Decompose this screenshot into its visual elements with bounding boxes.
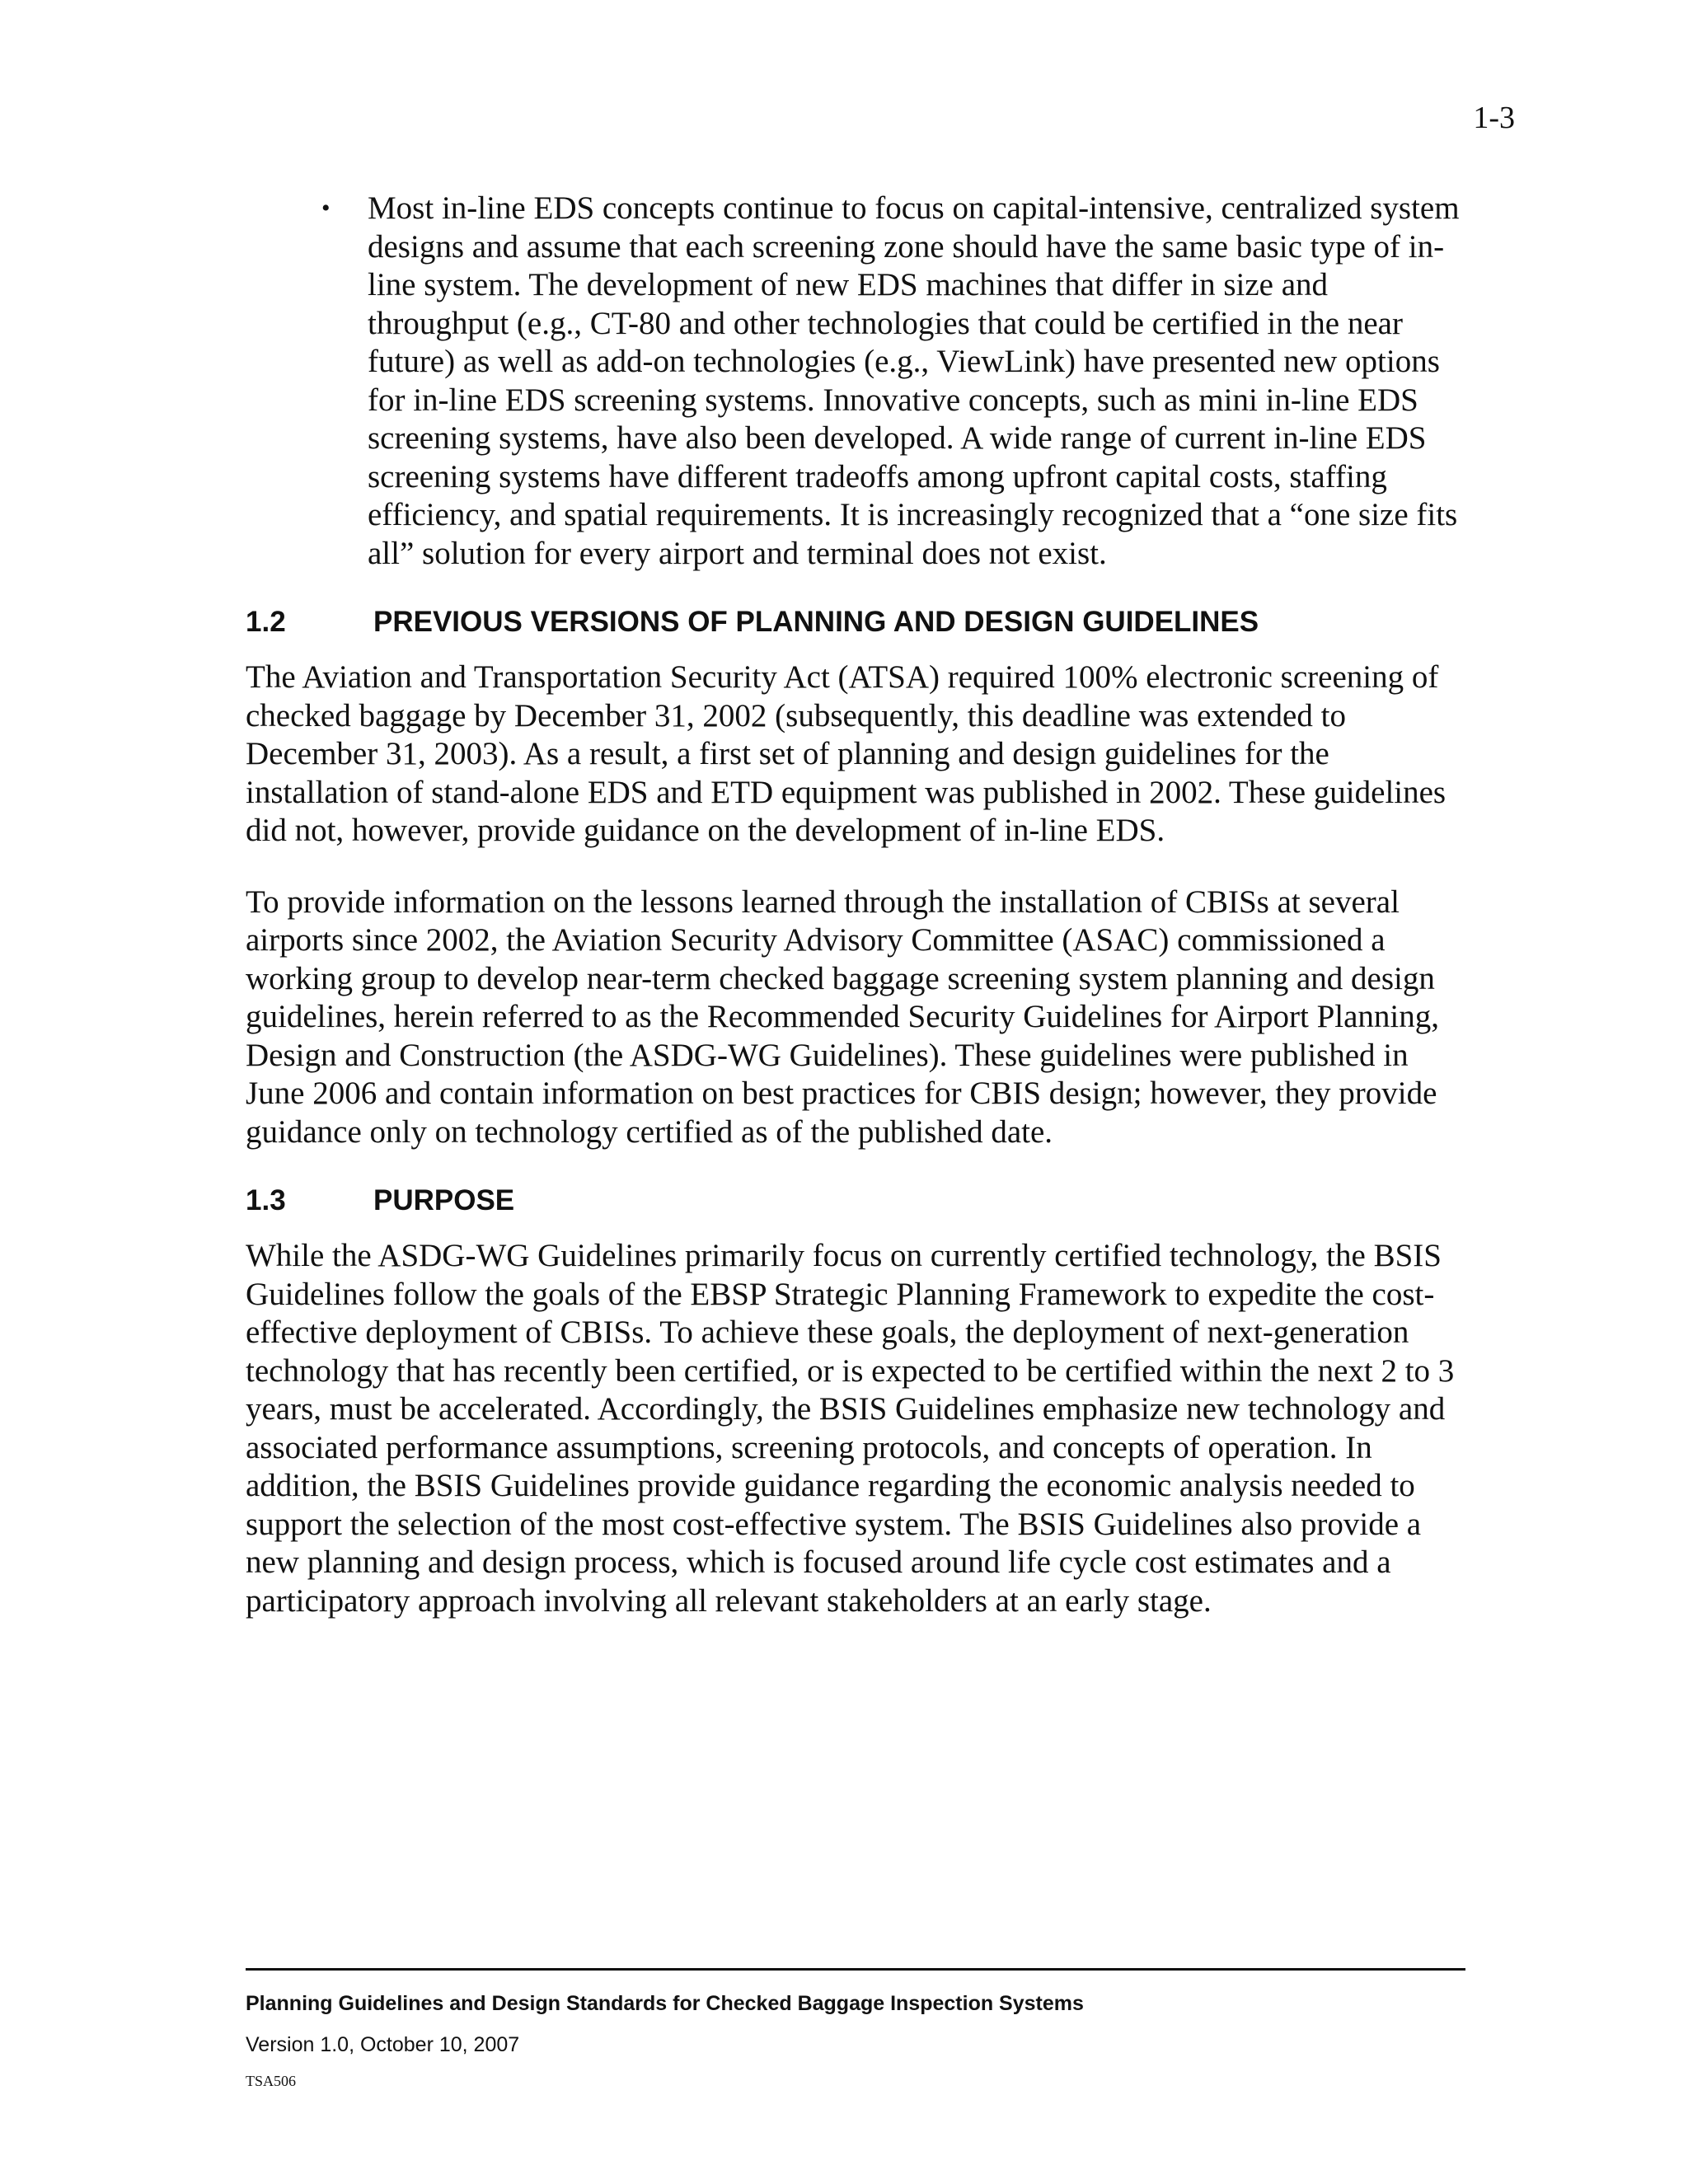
bullet-text: Most in-line EDS concepts continue to focus on capital-intensive, centralized system designs and assume that each screening zone should have the same basic type of in-line system. The development of new EDS machines that differ in size and throughput (e.g., CT-80 and other technologies that could be certified in the near future) as well as add-on technologies (e.g., ViewLink) have presented new options for in-line EDS screening systems. Innovative concepts, such as mini in-line EDS screening systems, have also been developed. A wide range of current in-line EDS screening systems have different tradeoffs among upfront capital costs, staffing efficiency, and spatial requirements. It is increasingly recognized that a “one size fits all” solution for every airport and terminal does not exist. xyxy=(368,190,1460,571)
paragraph-asac: To provide information on the lessons learned through the installation of CBISs at several airports since 2002, the Aviation Security Advisory Committee (ASAC) commissioned a working group to develop near-term checked baggage screening system planning and design guidelines, herein referred to as the Recommended Security Guidelines for Airport Planning, Design and Construction (the ASDG-WG Guidelines). These guidelines were published in June 2006 and contain information on best practices for CBIS design; however, they provide guidance only on technology certified as of the published date. xyxy=(246,883,1440,1150)
footer-divider xyxy=(246,1968,1465,1971)
bullet-item xyxy=(246,190,1474,573)
paragraph-atsa: The Aviation and Transportation Security Act (ATSA) required 100% electronic screening of checked baggage by December 31, 2002 (subsequently, this deadline was extended to December 31, 2003). As a result, a first set of planning and design guidelines for the installation of stand-alone EDS and ETD equipment was published in 2002. These guidelines did not, however, provide guidance on the development of in-line EDS. xyxy=(246,659,1447,848)
footer-code: TSA506 xyxy=(246,2073,297,2089)
footer-title: Planning Guidelines and Design Standards for Checked Baggage Inspection Systems xyxy=(246,1992,1084,2015)
footer-version: Version 1.0, October 10, 2007 xyxy=(246,2033,520,2056)
section-number: 1.3 xyxy=(246,1184,286,1216)
paragraph-purpose: While the ASDG-WG Guidelines primarily focus on currently certified technology, the BSIS Guidelines follow the goals of the EBSP Strategic Planning Framework to expedite the cost-effective deployment of CBISs. To achieve these goals, the deployment of next-generation technology that has recently been certified, or is expected to be certified within the next 2 to 3 years, must be accelerated. Accordingly, the BSIS Guidelines emphasize new technology and associated performance assumptions, screening protocols, and concepts of operation. In addition, the BSIS Guidelines provide guidance regarding the economic analysis needed to support the selection of the most cost-effective system. The BSIS Guidelines also provide a new planning and design process, which is focused around life cycle cost estimates and a participatory approach involving all relevant stakeholders at an early stage. xyxy=(246,1238,1455,1619)
section-title: PREVIOUS VERSIONS OF PLANNING AND DESIGN GUIDELINES xyxy=(373,606,1259,638)
page-footer xyxy=(246,1968,1465,2091)
section-heading-1-2 xyxy=(246,604,1474,640)
section-heading-1-3 xyxy=(246,1183,1474,1219)
document-body xyxy=(246,190,1474,1620)
page-number: 1-3 xyxy=(1473,101,1515,135)
bullet-glyph: • xyxy=(321,194,331,222)
section-number: 1.2 xyxy=(246,606,286,638)
section-title: PURPOSE xyxy=(373,1184,515,1216)
